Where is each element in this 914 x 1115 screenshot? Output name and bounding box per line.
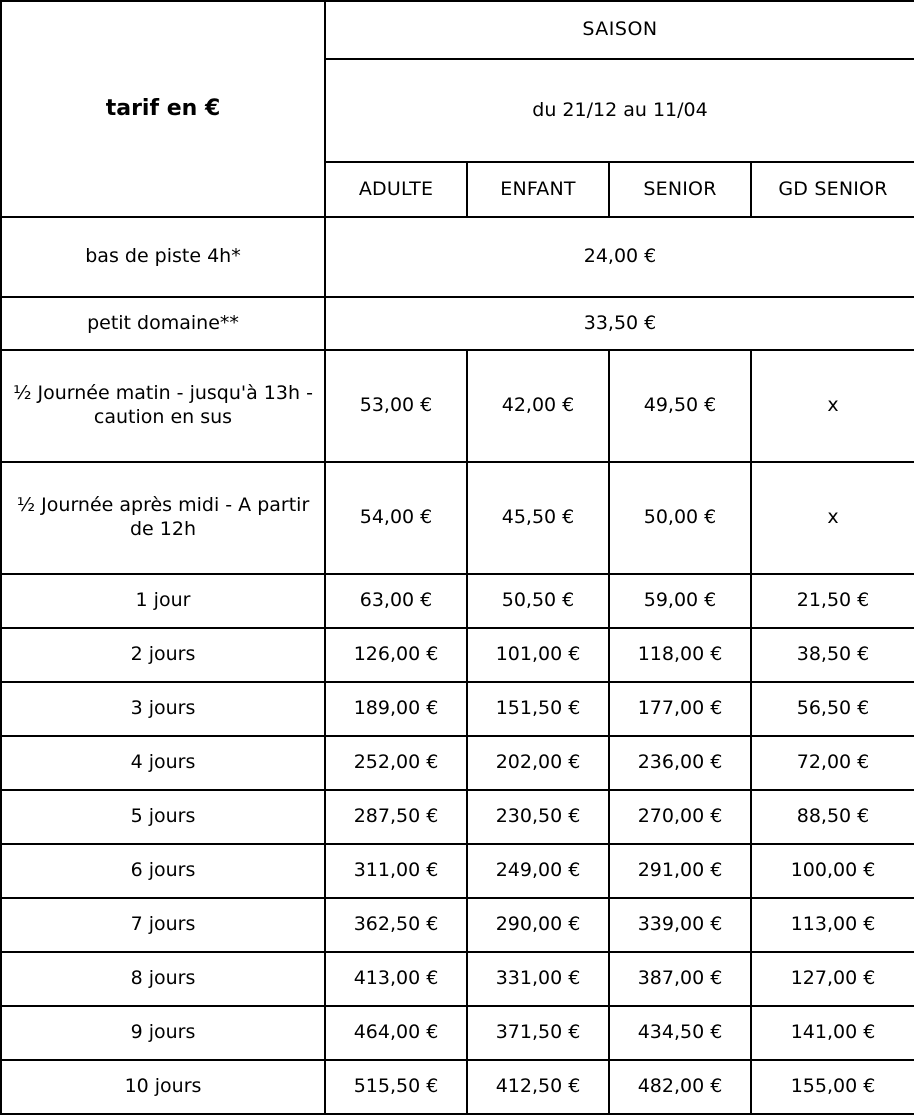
- cell-2-jours-gd-senior: 38,50 €: [751, 628, 914, 682]
- cell-10-jours-enfant: 412,50 €: [467, 1060, 609, 1114]
- cell-7-jours-enfant: 290,00 €: [467, 898, 609, 952]
- cell-1-jour-senior: 59,00 €: [609, 574, 751, 628]
- table-row: [1, 736, 914, 790]
- cell-2-jours-adulte: 126,00 €: [325, 628, 467, 682]
- cell-half-morning-gd-senior: x: [751, 350, 914, 462]
- row-label-7-jours: 7 jours: [1, 898, 325, 952]
- cell-10-jours-gd-senior: 155,00 €: [751, 1060, 914, 1114]
- cell-2-jours-senior: 118,00 €: [609, 628, 751, 682]
- table-row: [1, 682, 914, 736]
- cell-7-jours-adulte: 362,50 €: [325, 898, 467, 952]
- cell-half-afternoon-adulte: 54,00 €: [325, 462, 467, 574]
- table-row: [1, 297, 914, 350]
- corner-label-cell: [1, 1, 325, 217]
- corner-label: tarif en €: [105, 96, 221, 122]
- season-title-cell: [325, 1, 914, 59]
- cell-9-jours-gd-senior: 141,00 €: [751, 1006, 914, 1060]
- row-label-9-jours: 9 jours: [1, 1006, 325, 1060]
- cell-1-jour-enfant: 50,50 €: [467, 574, 609, 628]
- table-row: [1, 574, 914, 628]
- row-label-half-day-afternoon: ½ Journée après midi - A partir de 12h: [1, 462, 325, 574]
- table-row: [1, 350, 914, 462]
- cell-half-afternoon-enfant: 45,50 €: [467, 462, 609, 574]
- cell-5-jours-gd-senior: 88,50 €: [751, 790, 914, 844]
- table-row: [1, 898, 914, 952]
- cell-8-jours-enfant: 331,00 €: [467, 952, 609, 1006]
- cell-half-afternoon-senior: 50,00 €: [609, 462, 751, 574]
- row-label-2-jours: 2 jours: [1, 628, 325, 682]
- category-header-adulte: ADULTE: [325, 162, 467, 217]
- table-row: [1, 952, 914, 1006]
- cell-4-jours-enfant: 202,00 €: [467, 736, 609, 790]
- row-label-5-jours: 5 jours: [1, 790, 325, 844]
- table-row: [1, 1060, 914, 1114]
- cell-1-jour-gd-senior: 21,50 €: [751, 574, 914, 628]
- cell-6-jours-adulte: 311,00 €: [325, 844, 467, 898]
- table-row: [1, 844, 914, 898]
- cell-3-jours-senior: 177,00 €: [609, 682, 751, 736]
- row-label-10-jours: 10 jours: [1, 1060, 325, 1114]
- cell-9-jours-adulte: 464,00 €: [325, 1006, 467, 1060]
- row-label-6-jours: 6 jours: [1, 844, 325, 898]
- cell-half-morning-adulte: 53,00 €: [325, 350, 467, 462]
- cell-5-jours-senior: 270,00 €: [609, 790, 751, 844]
- cell-6-jours-gd-senior: 100,00 €: [751, 844, 914, 898]
- row-price-bas-de-piste: 24,00 €: [325, 217, 914, 297]
- category-header-gd-senior: GD SENIOR: [751, 162, 914, 217]
- cell-3-jours-gd-senior: 56,50 €: [751, 682, 914, 736]
- cell-9-jours-senior: 434,50 €: [609, 1006, 751, 1060]
- cell-8-jours-gd-senior: 127,00 €: [751, 952, 914, 1006]
- row-label-4-jours: 4 jours: [1, 736, 325, 790]
- cell-8-jours-adulte: 413,00 €: [325, 952, 467, 1006]
- row-label-8-jours: 8 jours: [1, 952, 325, 1006]
- table-row-header-title: [1, 1, 914, 59]
- season-dates: du 21/12 au 11/04: [532, 98, 708, 121]
- row-label-bas-de-piste: bas de piste 4h*: [1, 217, 325, 297]
- cell-half-morning-enfant: 42,00 €: [467, 350, 609, 462]
- cell-4-jours-gd-senior: 72,00 €: [751, 736, 914, 790]
- category-header-senior: SENIOR: [609, 162, 751, 217]
- cell-7-jours-gd-senior: 113,00 €: [751, 898, 914, 952]
- table-row: [1, 462, 914, 574]
- cell-6-jours-senior: 291,00 €: [609, 844, 751, 898]
- table-row: [1, 628, 914, 682]
- cell-6-jours-enfant: 249,00 €: [467, 844, 609, 898]
- row-price-petit-domaine: 33,50 €: [325, 297, 914, 350]
- row-label-1-jour: 1 jour: [1, 574, 325, 628]
- cell-9-jours-enfant: 371,50 €: [467, 1006, 609, 1060]
- cell-5-jours-adulte: 287,50 €: [325, 790, 467, 844]
- category-header-enfant: ENFANT: [467, 162, 609, 217]
- cell-2-jours-enfant: 101,00 €: [467, 628, 609, 682]
- row-label-3-jours: 3 jours: [1, 682, 325, 736]
- cell-half-morning-senior: 49,50 €: [609, 350, 751, 462]
- cell-4-jours-senior: 236,00 €: [609, 736, 751, 790]
- cell-10-jours-adulte: 515,50 €: [325, 1060, 467, 1114]
- cell-4-jours-adulte: 252,00 €: [325, 736, 467, 790]
- cell-8-jours-senior: 387,00 €: [609, 952, 751, 1006]
- table-row: [1, 217, 914, 297]
- cell-5-jours-enfant: 230,50 €: [467, 790, 609, 844]
- table-row: [1, 790, 914, 844]
- cell-3-jours-enfant: 151,50 €: [467, 682, 609, 736]
- cell-10-jours-senior: 482,00 €: [609, 1060, 751, 1114]
- cell-half-afternoon-gd-senior: x: [751, 462, 914, 574]
- season-dates-cell: [325, 59, 914, 162]
- row-label-petit-domaine: petit domaine**: [1, 297, 325, 350]
- cell-3-jours-adulte: 189,00 €: [325, 682, 467, 736]
- table-row: [1, 1006, 914, 1060]
- cell-7-jours-senior: 339,00 €: [609, 898, 751, 952]
- season-title: SAISON: [582, 18, 658, 41]
- cell-1-jour-adulte: 63,00 €: [325, 574, 467, 628]
- row-label-half-day-morning: ½ Journée matin - jusqu'à 13h - caution en sus: [1, 350, 325, 462]
